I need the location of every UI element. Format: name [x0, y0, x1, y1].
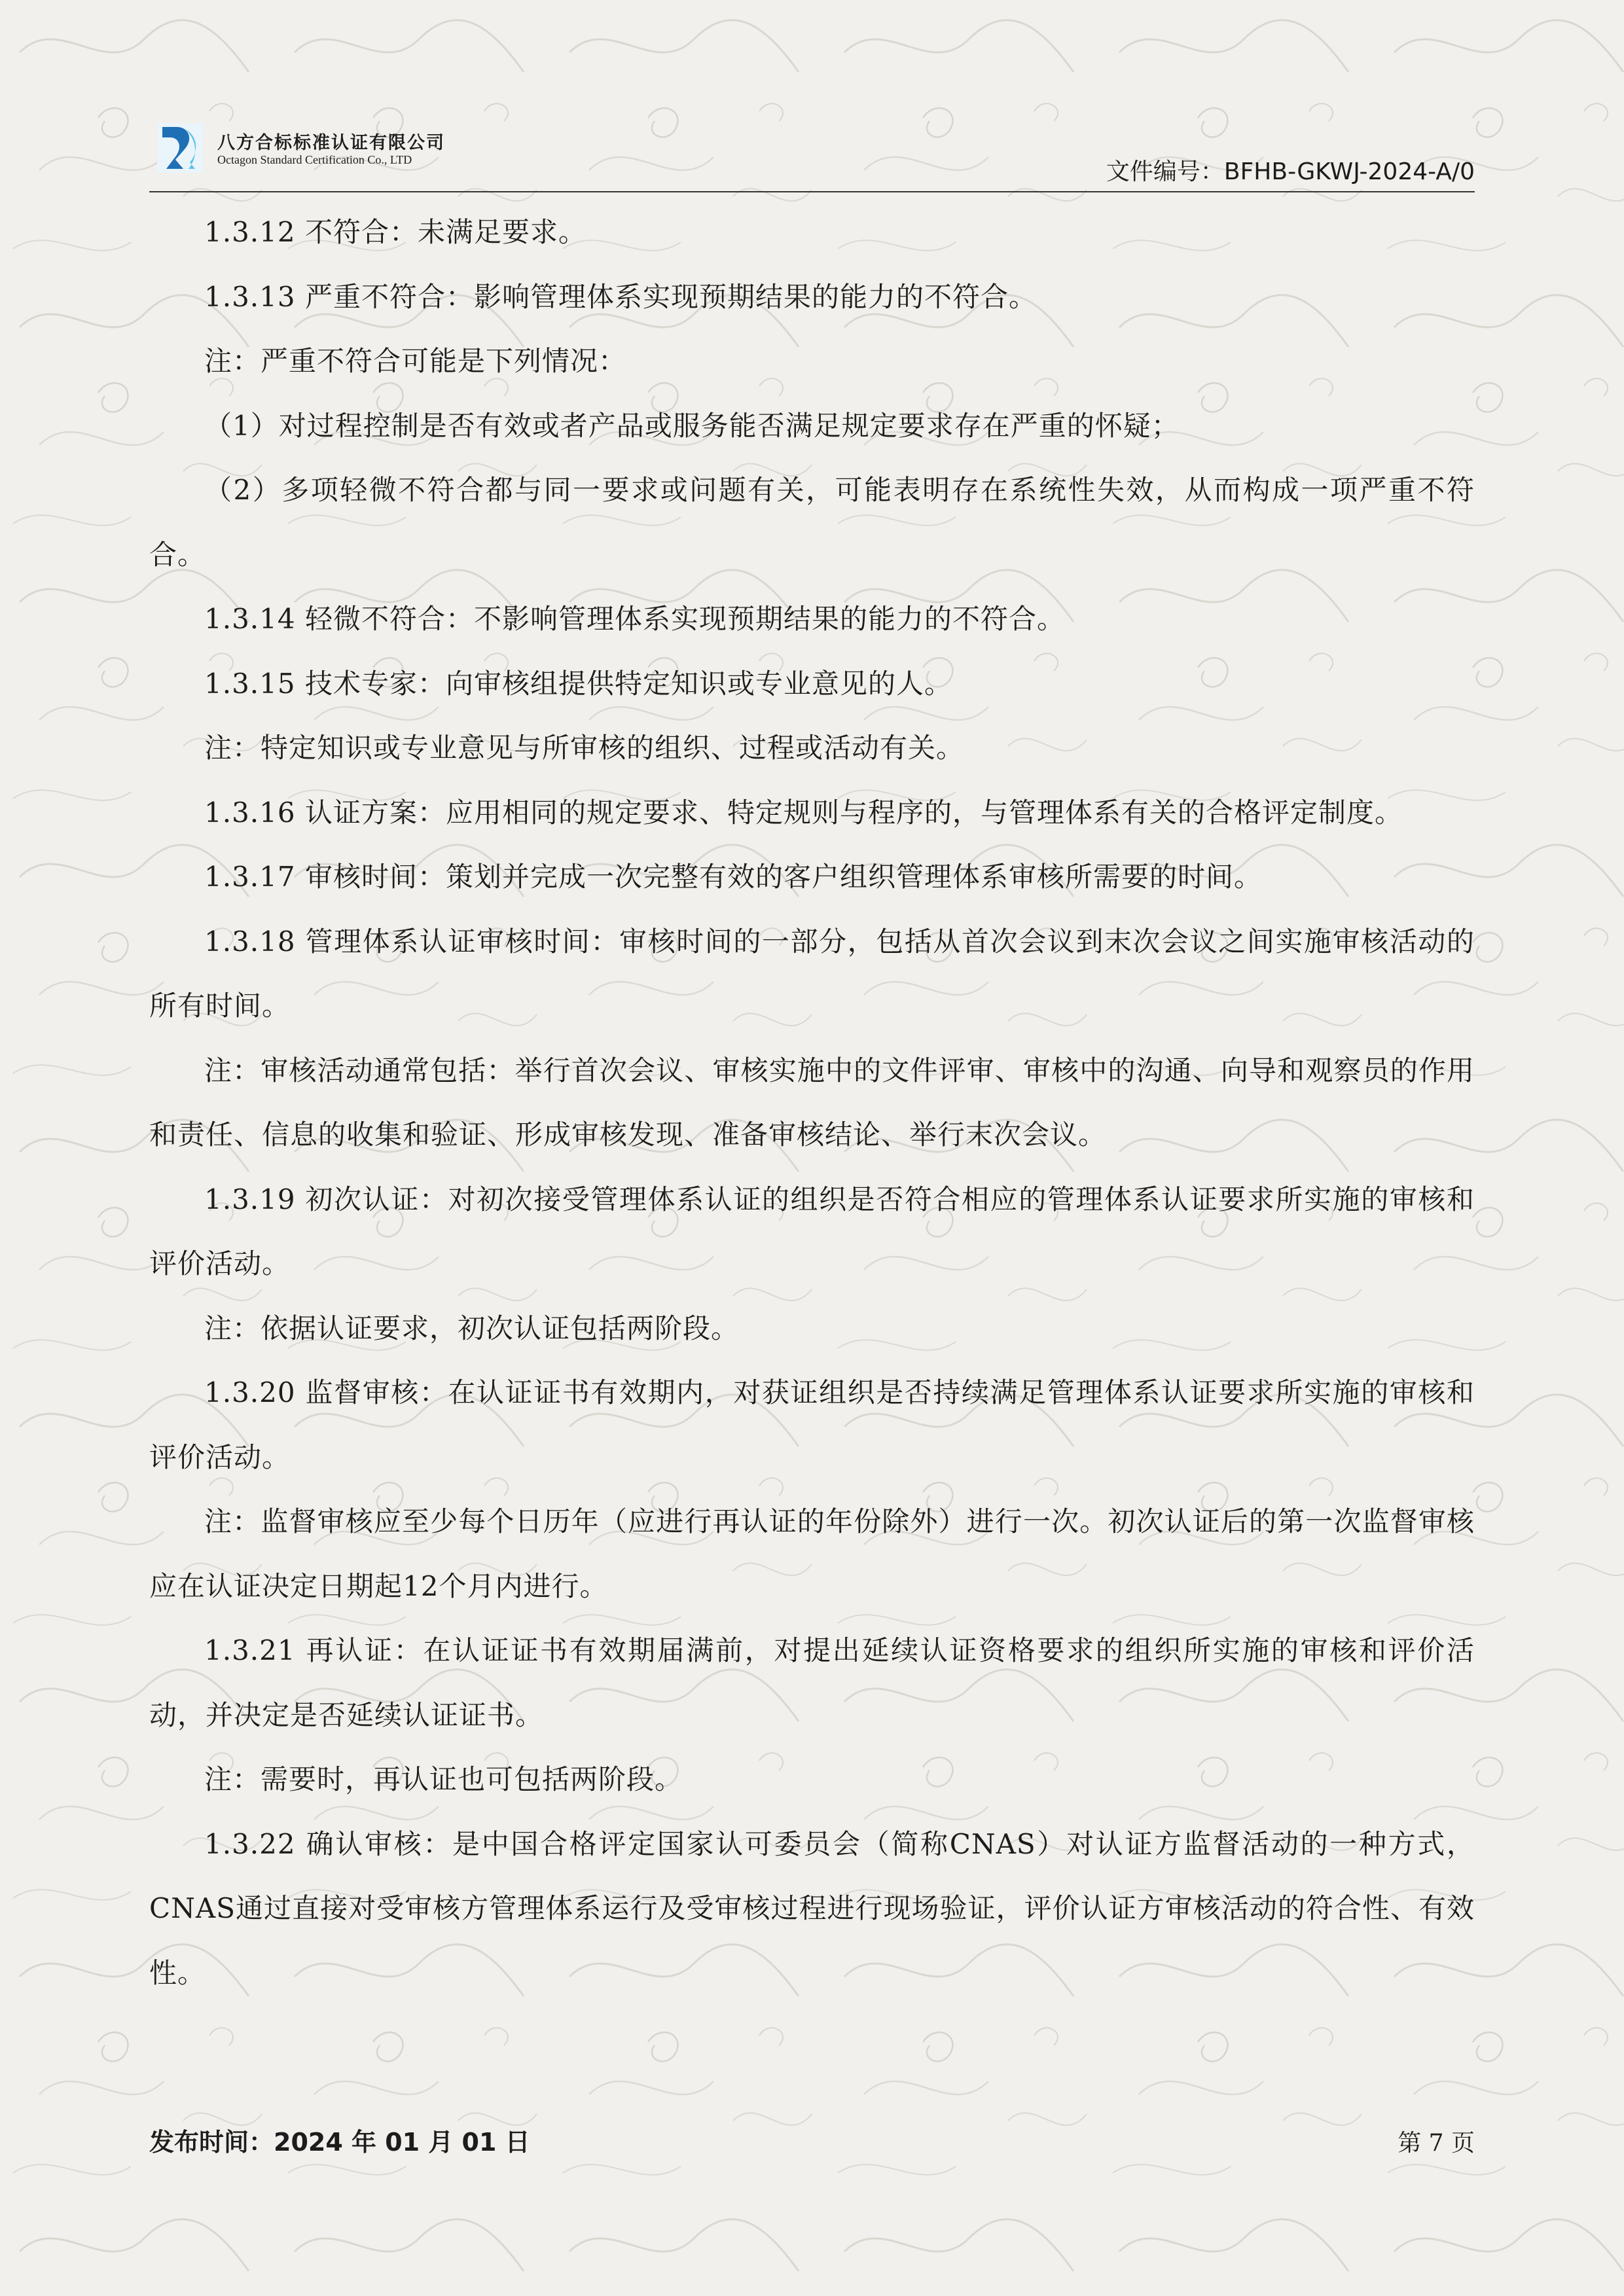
page-header	[149, 115, 1475, 192]
paragraph: 1.3.22 确认审核：是中国合格评定国家认可委员会（简称CNAS）对认证方监督活动的一种方式，CNAS通过直接对受审核方管理体系运行及受审核过程进行现场验证，评价认证方审核活动的符合性、有效性。	[149, 1827, 1475, 1989]
document-number: 文件编号：BFHB-GKWJ-2024-A/0	[1106, 158, 1475, 185]
paragraph: 1.3.15 技术专家：向审核组提供特定知识或专业意见的人。	[204, 667, 952, 700]
logo-emblem-icon	[157, 123, 203, 173]
paragraph: 1.3.16 认证方案：应用相同的规定要求、特定规则与程序的，与管理体系有关的合格评定制度。	[204, 796, 1403, 829]
paragraph: 1.3.13 严重不符合：影响管理体系实现预期结果的能力的不符合。	[204, 280, 1037, 313]
paragraph: 1.3.21 再认证：在认证证书有效期届满前，对提出延续认证资格要求的组织所实施的审核和评价活动，并决定是否延续认证证书。	[149, 1634, 1475, 1731]
paragraph: 注：需要时，再认证也可包括两阶段。	[204, 1763, 683, 1795]
paragraph: 注：依据认证要求，初次认证包括两阶段。	[204, 1312, 740, 1344]
publish-date: 发布时间：2024 年 01 月 01 日	[149, 2128, 530, 2157]
paragraph: 注：严重不符合可能是下列情况：	[204, 345, 627, 377]
paragraph: 1.3.19 初次认证：对初次接受管理体系认证的组织是否符合相应的管理体系认证要求所实施的审核和评价活动。	[149, 1183, 1475, 1280]
paragraph: （1）对过程控制是否有效或者产品或服务能否满足规定要求存在严重的怀疑；	[204, 409, 1180, 442]
page-footer	[149, 2122, 1475, 2161]
paragraph: 1.3.14 轻微不符合：不影响管理体系实现预期结果的能力的不符合。	[204, 603, 1065, 635]
paragraph: 注：特定知识或专业意见与所审核的组织、过程或活动有关。	[204, 732, 965, 764]
paragraph: 注：审核活动通常包括：举行首次会议、审核实施中的文件评审、审核中的沟通、向导和观察员的作用和责任、信息的收集和验证、形成审核发现、准备审核结论、举行末次会议。	[149, 1054, 1475, 1151]
paragraph: 1.3.20 监督审核：在认证证书有效期内，对获证组织是否持续满足管理体系认证要求所实施的审核和评价活动。	[149, 1376, 1475, 1473]
paragraph: （2）多项轻微不符合都与同一要求或问题有关，可能表明存在系统性失效，从而构成一项严重不符合。	[149, 474, 1475, 571]
header-divider	[149, 191, 1475, 192]
logo-company-name-en: Octagon Standard Certification Co., LTD	[217, 153, 412, 166]
paragraph: 注：监督审核应至少每个日历年（应进行再认证的年份除外）进行一次。初次认证后的第一次监督审核应在认证决定日期起12个月内进行。	[149, 1505, 1475, 1602]
company-logo	[149, 120, 503, 175]
logo-company-name-cn: 八方合标标准认证有限公司	[217, 133, 445, 153]
paragraph: 1.3.12 不符合：未满足要求。	[204, 216, 586, 248]
paragraph: 1.3.18 管理体系认证审核时间：审核时间的一部分，包括从首次会议到末次会议之间实施审核活动的所有时间。	[149, 925, 1475, 1022]
paragraph: 1.3.17 审核时间：策划并完成一次完整有效的客户组织管理体系审核所需要的时间。	[204, 861, 1262, 893]
document-body	[149, 200, 1475, 2005]
page-number: 第 7 页	[1398, 2130, 1475, 2157]
